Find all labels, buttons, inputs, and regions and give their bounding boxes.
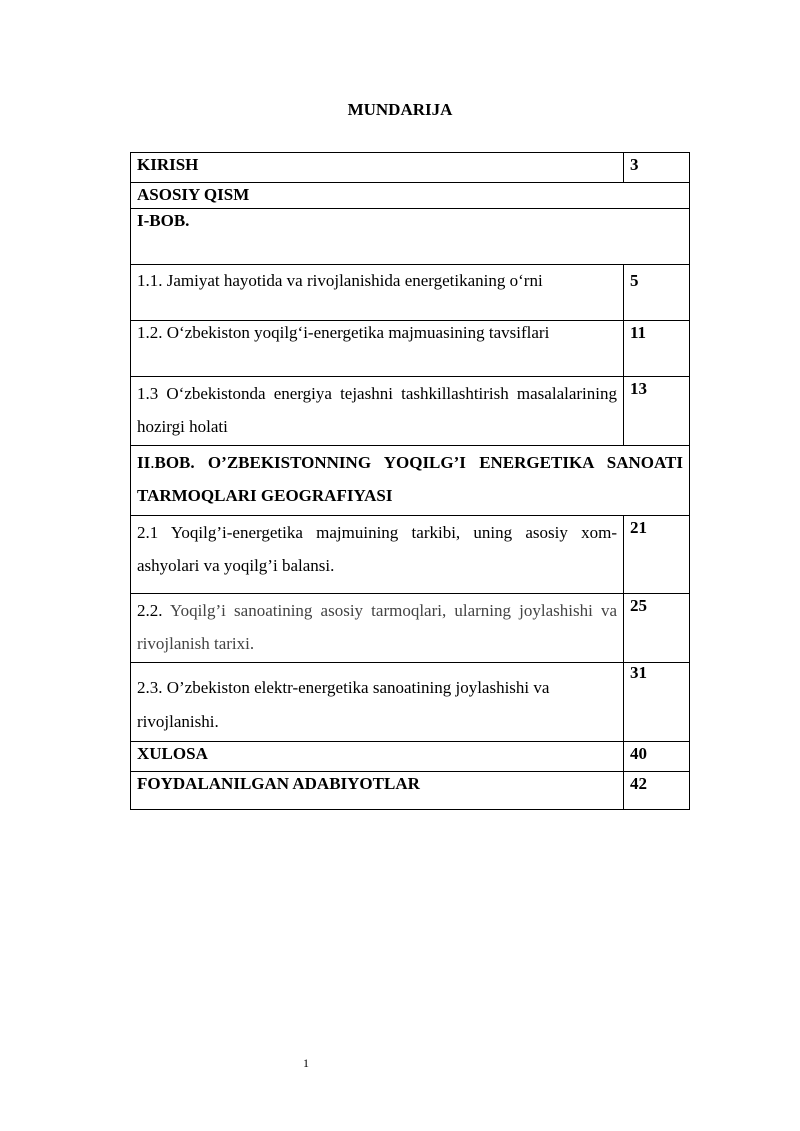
toc-label: [131, 446, 690, 516]
toc-label: FOYDALANILGAN ADABIYOTLAR: [131, 772, 624, 810]
toc-row-1-1: [131, 265, 690, 321]
toc-label: 1.3 O‘zbekistonda energiya tejashni tashkillashtirish masalalarining hozirgi holati: [131, 377, 624, 446]
toc-page: 21: [624, 516, 690, 594]
toc-label-prefix: 2.2.: [137, 601, 163, 620]
toc-page: 13: [624, 377, 690, 446]
toc-label-dot: .: [150, 453, 155, 472]
page-number: 1: [303, 1056, 309, 1070]
toc-page: 42: [624, 772, 690, 810]
toc-row-adabiyotlar: [131, 772, 690, 810]
toc-row-2-1: [131, 516, 690, 594]
toc-label: 1.2. O‘zbekiston yoqilg‘i-energetika majmuasining tavsiflari: [131, 321, 624, 377]
toc-label-prefix: II: [137, 453, 151, 472]
toc-row-2-2: [131, 594, 690, 663]
toc-label: 2.1 Yoqilg’i-energetika majmuining tarkibi, uning asosiy xom-ashyolari va yoqilg’i balansi.: [131, 516, 624, 594]
toc-page: 40: [624, 742, 690, 772]
toc-page: 3: [624, 153, 690, 183]
toc-page: 25: [624, 594, 690, 663]
toc-row-asosiy-qism: [131, 183, 690, 209]
toc-row-2-3: [131, 663, 690, 742]
toc-page: 5: [624, 265, 690, 321]
toc-label: 1.1. Jamiyat hayotida va rivojlanishida energetikaning o‘rni: [131, 265, 624, 321]
toc-row-1-3: [131, 377, 690, 446]
toc-row-bob1: [131, 209, 690, 265]
toc-label: ASOSIY QISM: [131, 183, 690, 209]
toc-label: XULOSA: [131, 742, 624, 772]
toc-label-text: BOB. O’ZBEKISTONNING YOQILG’I ENERGETIKA SANOATI TARMOQLARI GEOGRAFIYASI: [137, 453, 683, 505]
table-of-contents: [130, 152, 690, 810]
toc-page: 31: [624, 663, 690, 742]
toc-row-bob2: [131, 446, 690, 516]
toc-label: 2.3. O’zbekiston elektr-energetika sanoatining joylashishi va rivojlanishi.: [131, 663, 624, 742]
toc-row-xulosa: [131, 742, 690, 772]
toc-label-text: Yoqilg’i sanoatining asosiy tarmoqlari, ularning joylashishi va rivojlanish tarixi.: [137, 601, 617, 653]
document-title: MUNDARIJA: [347, 100, 453, 119]
toc-row-1-2: [131, 321, 690, 377]
toc-label: [131, 594, 624, 663]
toc-label: KIRISH: [131, 153, 624, 183]
toc-label: I-BOB.: [131, 209, 690, 265]
toc-row-kirish: [131, 153, 690, 183]
toc-page: 11: [624, 321, 690, 377]
